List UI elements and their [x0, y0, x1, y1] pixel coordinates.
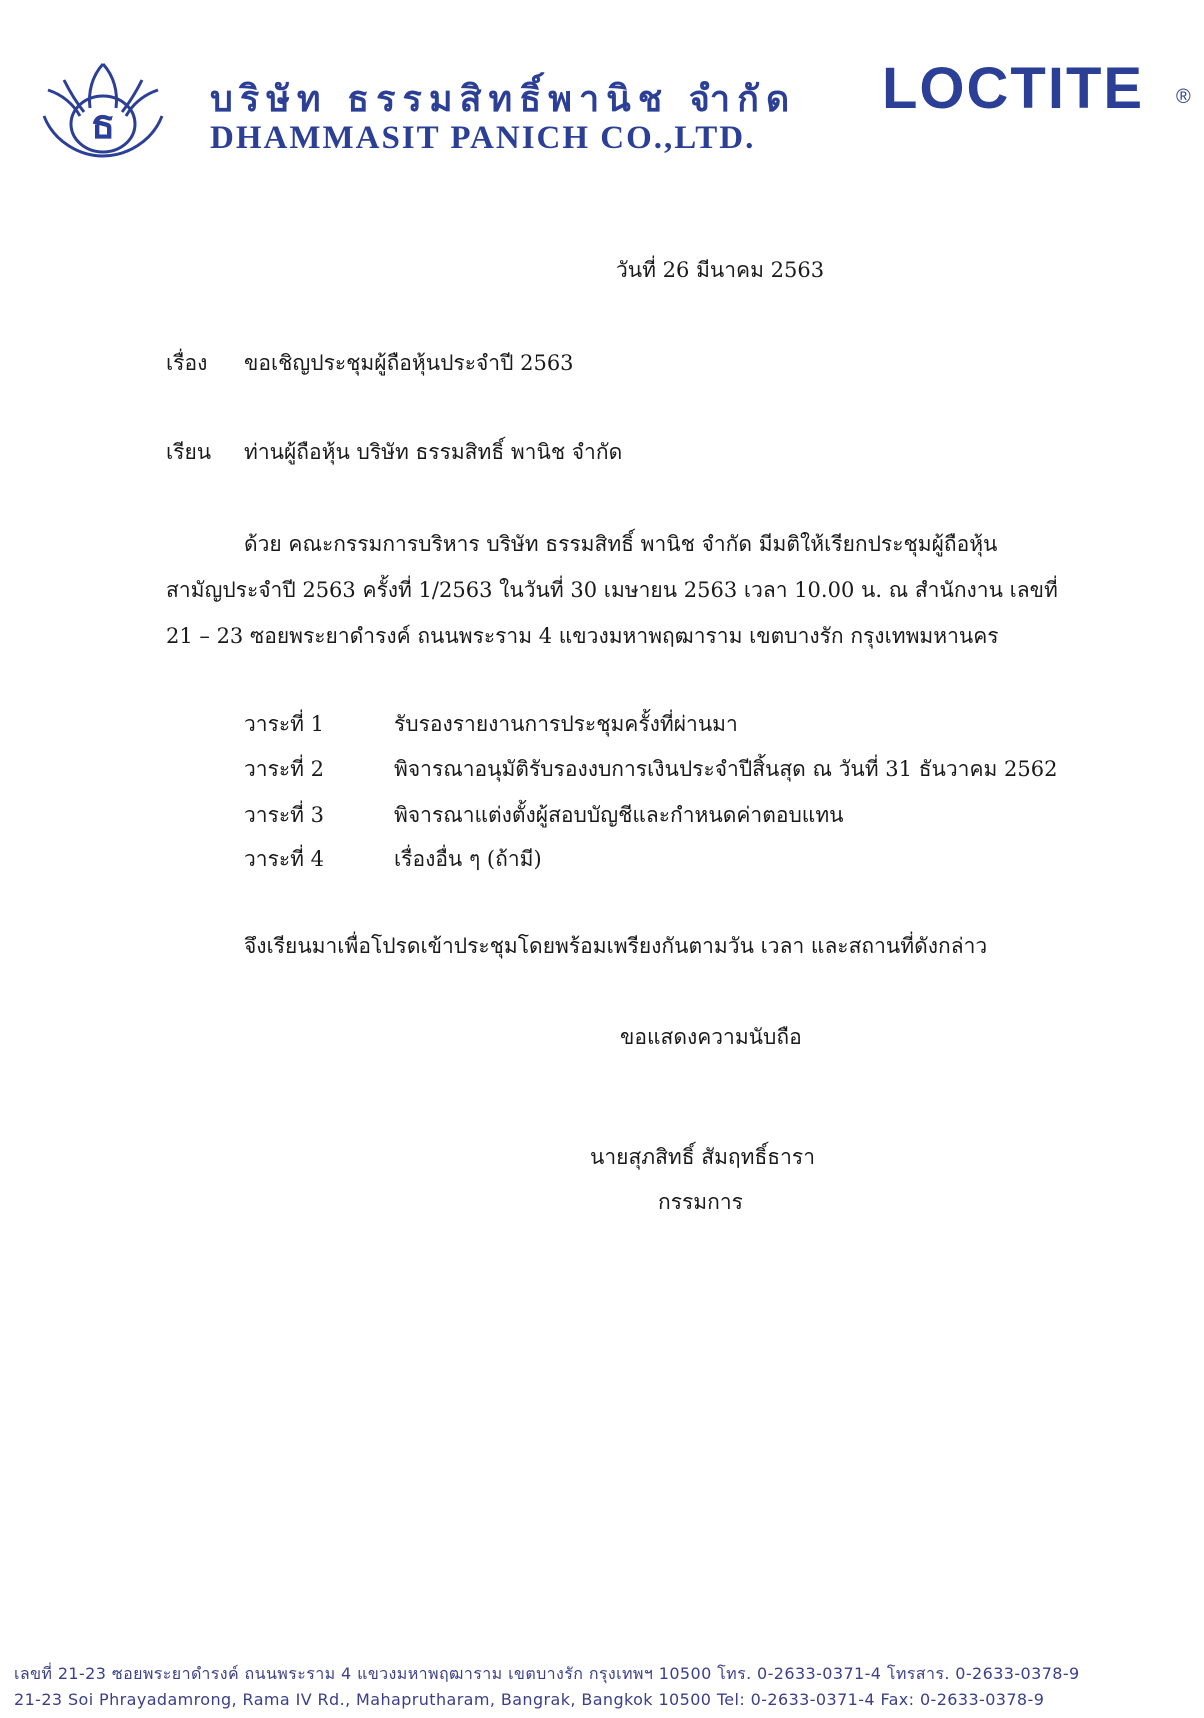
brand-logo: LOCTITE [882, 56, 1145, 121]
body-line: 21 – 23 ซอยพระยาดำรงค์ ถนนพระราม 4 แขวงมหาพฤฒาราม เขตบางรัก กรุงเทพมหานคร [166, 624, 999, 648]
agenda-label: วาระที่ 4 [244, 847, 325, 871]
logo-letter: ธ [90, 102, 116, 148]
closing-line: จึงเรียนมาเพื่อโปรดเข้าประชุมโดยพร้อมเพรียงกันตามวัน เวลา และสถานที่ดังกล่าว [244, 934, 988, 958]
subject-text: ขอเชิญประชุมผู้ถือหุ้นประจำปี 2563 [244, 351, 574, 375]
body-line: สามัญประจำปี 2563 ครั้งที่ 1/2563 ในวันที่ 30 เมษายน 2563 เวลา 10.00 น. ณ สำนักงาน เลขที่ [166, 578, 1058, 602]
regards: ขอแสดงความนับถือ [620, 1025, 802, 1049]
signatory-title: กรรมการ [658, 1190, 743, 1214]
company-name-thai: บริษัท ธรรมสิทธิ์พานิช จำกัด [210, 79, 797, 120]
company-name-english: DHAMMASIT PANICH CO.,LTD. [210, 120, 756, 156]
agenda-label: วาระที่ 1 [244, 712, 325, 736]
agenda-item: เรื่องอื่น ๆ (ถ้ามี) [394, 847, 542, 871]
footer-address-thai: เลขที่ 21-23 ซอยพระยาดำรงค์ ถนนพระราม 4 แขวงมหาพฤฒาราม เขตบางรัก กรุงเทพฯ 10500 โทร. 0-2633-0371-4 โทรสาร. 0-2633-0378-9 [14, 1664, 1080, 1683]
company-logo-icon [40, 58, 166, 164]
agenda-item: พิจารณาอนุมัติรับรองงบการเงินประจำปีสิ้นสุด ณ วันที่ 31 ธันวาคม 2562 [394, 757, 1058, 781]
agenda-label: วาระที่ 3 [244, 803, 325, 827]
agenda-item: รับรองรายงานการประชุมครั้งที่ผ่านมา [394, 712, 738, 736]
agenda-label: วาระที่ 2 [244, 757, 325, 781]
footer-address-english: 21-23 Soi Phrayadamrong, Rama IV Rd., Mahaprutharam, Bangrak, Bangkok 10500 Tel: 0-2633-0371-4 Fax: 0-2633-0378-9 [14, 1690, 1045, 1709]
to-text: ท่านผู้ถือหุ้น บริษัท ธรรมสิทธิ์ พานิช จำกัด [244, 440, 623, 464]
signatory-name: นายสุภสิทธิ์ สัมฤทธิ์ธารา [590, 1145, 815, 1169]
letter-date: วันที่ 26 มีนาคม 2563 [616, 258, 825, 282]
subject-label: เรื่อง [166, 351, 208, 375]
to-label: เรียน [166, 440, 212, 464]
body-line: ด้วย คณะกรรมการบริหาร บริษัท ธรรมสิทธิ์ พานิช จำกัด มีมติให้เรียกประชุมผู้ถือหุ้น [244, 532, 998, 556]
agenda-item: พิจารณาแต่งตั้งผู้สอบบัญชีและกำหนดค่าตอบแทน [394, 803, 844, 827]
registered-mark: ® [1176, 86, 1191, 108]
